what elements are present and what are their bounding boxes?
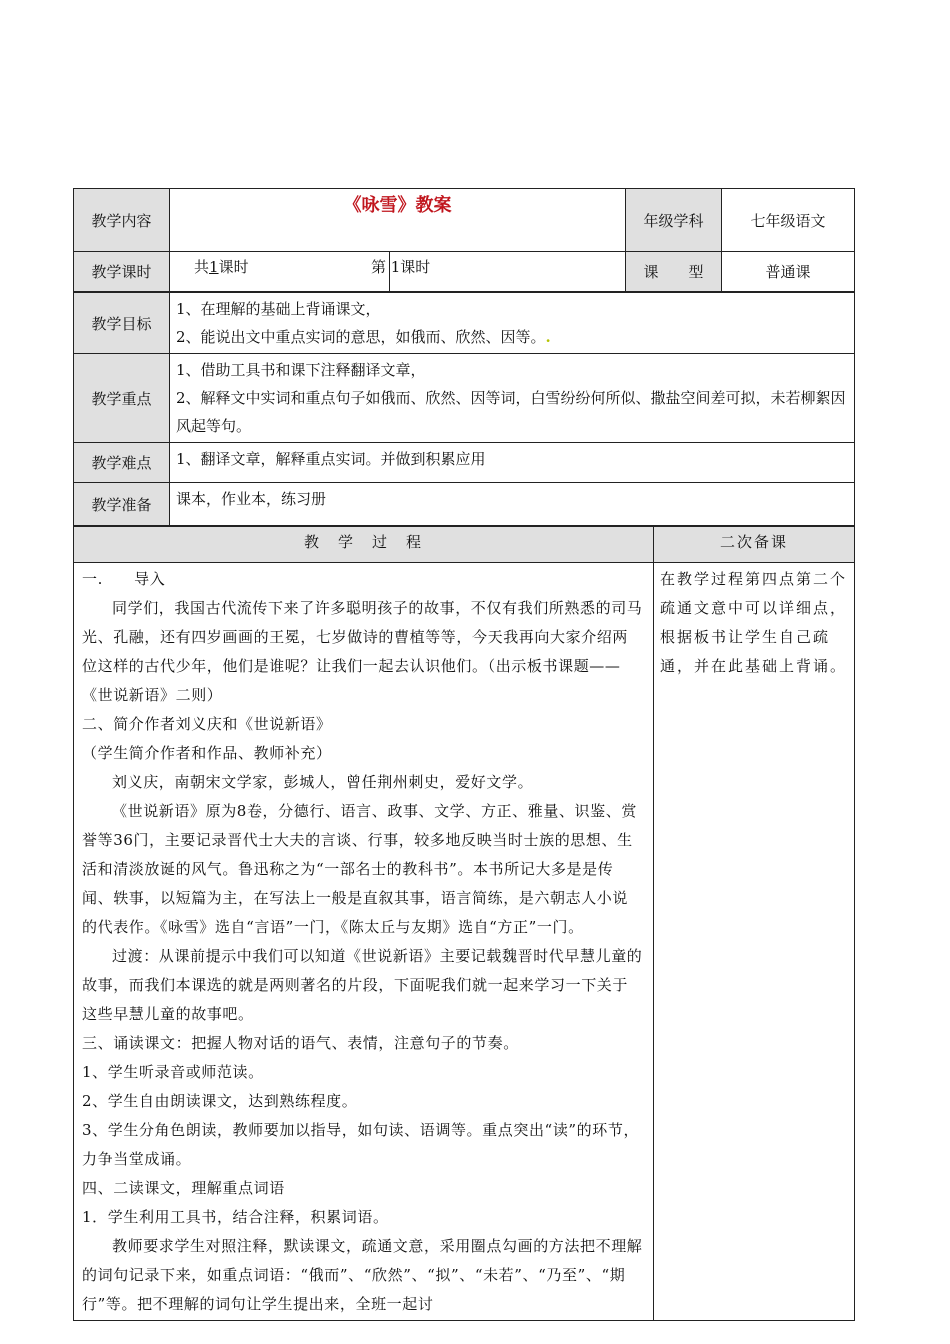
process-text — [82, 565, 643, 1320]
hours-total-value: 1 — [209, 258, 219, 276]
hours-current — [371, 252, 626, 292]
hours-current-text: 第 1课时 — [371, 258, 431, 276]
difficulties-label: 教学难点 — [74, 443, 170, 483]
process-paragraph: 同学们，我国古代流传下来了许多聪明孩子的故事，不仅有我们所熟悉的司马光、孔融，还有四岁画画的王冕，七岁做诗的曹植等等，今天我再向大家介绍两位这样的古代少年，他们是谁呢？让我们一起去认识他们。（出示板书课题——《世说新语》二则） — [82, 599, 643, 704]
process-paragraph: 《世说新语》原为8卷，分德行、语言、政事、文学、方正、雅量、识鉴、赏誉等36门，主要记录晋代士大夫的言谈、行事，较多地反映当时士族的思想、生活和清淡放诞的风气。鲁迅称之为“一部名士的教科书”。本书所记大多是是传闻、轶事，以短篇为主，在写法上一般是直叙其事，语言简练，是六朝志人小说的代表作。《咏雪》选自“言语”一门，《陈太丘与友期》选自“方正”一门。 — [82, 802, 637, 936]
process-paragraph: 1．学生利用工具书，结合注释，积累词语。 — [82, 1208, 389, 1226]
page-title: 《咏雪》教案 — [170, 189, 626, 252]
goals-content — [170, 293, 855, 354]
process-paragraph: 一. 导入 — [82, 570, 166, 588]
hours-label: 教学课时 — [74, 252, 170, 292]
process-paragraph: 教师要求学生对照注释，默读课文，疏通文意，采用圈点勾画的方法把不理解的词句记录下来，如重点词语：“俄而”、“欣然”、“拟”、“未若”、“乃至”、“期行”等。把不理解的词句让学生提出来，全班一起讨 — [82, 1237, 643, 1313]
process-paragraph: 1、学生听录音或师范读。 — [82, 1063, 264, 1081]
content-label: 教学内容 — [74, 189, 170, 252]
grade-label: 年级学科 — [626, 189, 722, 252]
second-prep-header: 二次备课 — [654, 527, 855, 563]
preparation-content: 课本，作业本，练习册 — [170, 483, 855, 526]
hours-total — [170, 252, 390, 292]
preparation-label: 教学准备 — [74, 483, 170, 526]
process-paragraph: 过渡：从课前提示中我们可以知道《世说新语》主要记载魏晋时代早慧儿童的故事，而我们本课选的就是两则著名的片段，下面呢我们就一起来学习一下关于这些早慧儿童的故事吧。 — [82, 947, 643, 1023]
hours-total-prefix: 共 — [194, 258, 210, 276]
goals-label: 教学目标 — [74, 293, 170, 354]
objectives-table — [73, 292, 855, 526]
process-table — [73, 526, 855, 1321]
process-paragraph: 三、诵读课文：把握人物对话的语气、表情，注意句子的节奏。 — [82, 1034, 519, 1052]
grade-value: 七年级语文 — [722, 189, 855, 252]
mark-dot: . — [545, 328, 551, 346]
process-paragraph: 四、二读课文，理解重点词语 — [82, 1179, 285, 1197]
goal-line-1: 1、在理解的基础上背诵课文， — [176, 300, 381, 318]
keypoint-line-1: 1、借助工具书和课下注释翻译文章， — [176, 361, 426, 379]
process-paragraph: 3、学生分角色朗读，教师要加以指导，如句读、语调等。重点突出“读”的环节，力争当堂成诵。 — [82, 1121, 640, 1168]
goal-line-2-text: 2、能说出文中重点实词的意思，如俄而、欣然、因等。 — [176, 328, 546, 346]
goal-line-2 — [176, 323, 848, 351]
keypoint-line-2: 2、解释文中实词和重点句子如俄而、欣然、因等词，白雪纷纷何所似、撒盐空间差可拟，未若柳絮因风起等句。 — [176, 389, 846, 435]
keypoints-label: 教学重点 — [74, 354, 170, 443]
process-paragraph: 二、简介作者刘义庆和《世说新语》 — [82, 715, 332, 733]
header-table — [73, 188, 855, 292]
process-paragraph: （学生简介作者和作品、教师补充） — [82, 744, 332, 762]
process-paragraph: 2、学生自由朗读课文，达到熟练程度。 — [82, 1092, 358, 1110]
process-paragraph: 刘义庆，南朝宋文学家，彭城人，曾任荆州刺史，爱好文学。 — [112, 773, 534, 791]
type-label: 课 型 — [626, 252, 722, 292]
keypoints-content — [170, 354, 855, 443]
difficulties-content: 1、翻译文章，解释重点实词。并做到积累应用 — [170, 443, 855, 483]
process-content — [74, 563, 654, 1321]
process-header: 教 学 过 程 — [74, 527, 654, 563]
hours-total-suffix: 课时 — [218, 258, 249, 276]
second-prep-note: 在教学过程第四点第二个疏通文意中可以详细点，根据板书让学生自己疏通，并在此基础上背诵。 — [654, 563, 855, 1321]
type-value: 普通课 — [722, 252, 855, 292]
lesson-plan-sheet — [73, 188, 854, 1321]
